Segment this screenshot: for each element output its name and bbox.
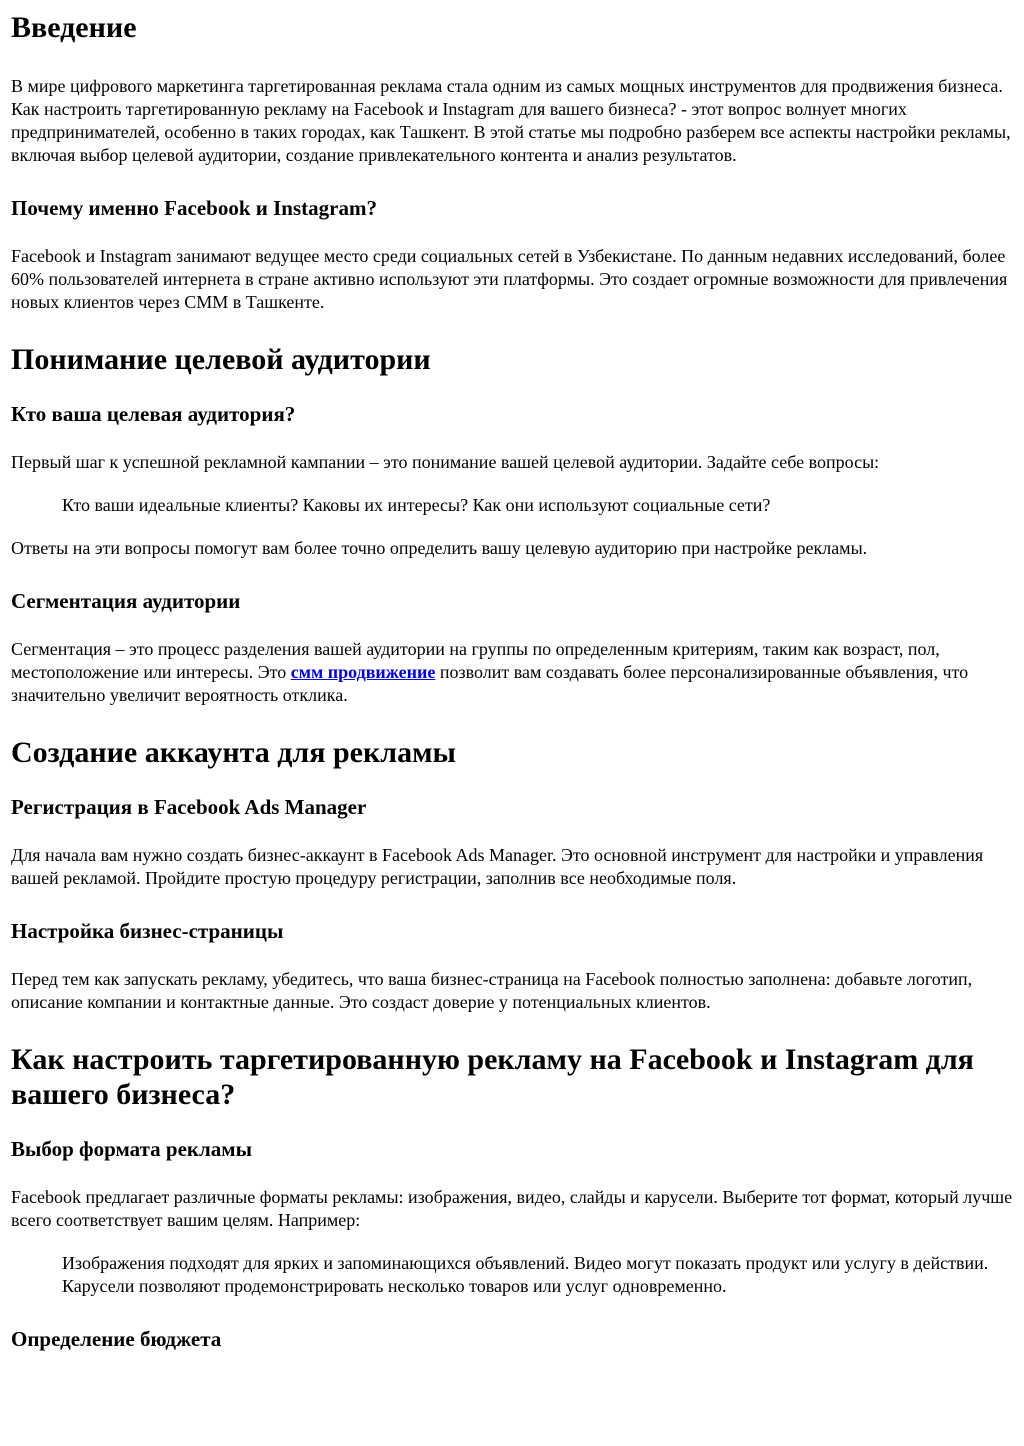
heading-setup-targeting: Как настроить таргетированную рекламу на Facebook и Instagram для вашего бизнеса?	[11, 1043, 974, 1111]
heading-segmentation: Сегментация аудитории	[11, 589, 241, 613]
paragraph-business-page: Перед тем как запускать рекламу, убедитесь, что ваша бизнес-страница на Facebook полностью заполнена: добавьте логотип, описание компании и контактные данные. Это создаст доверие у потенциальных клиентов.	[11, 969, 973, 1012]
quote-audience-questions: Кто ваши идеальные клиенты? Каковы их интересы? Как они используют социальные сети?	[62, 495, 771, 515]
paragraph-intro: В мире цифрового маркетинга таргетированная реклама стала одним из самых мощных инструментов для продвижения бизнеса. Как настроить таргетированную рекламу на Facebook и Instagram для вашего бизнеса? - этот вопрос волнует многих предпринимателей, особенно в таких городах, как Ташкент. В этой статье мы подробно разберем все аспекты настройки рекламы, включая выбор целевой аудитории, создание привлекательного контента и анализ результатов.	[11, 76, 1011, 165]
segmentation-text-before: Сегментация – это процесс разделения вашей аудитории на группы по определенным критериям, таким как возраст, пол, местоположение или интересы. Это	[11, 639, 940, 682]
quote-ad-formats: Изображения подходят для ярких и запоминающихся объявлений. Видео могут показать продукт или услугу в действии. Карусели позволяют продемонстрировать несколько товаров или услуг одновременно.	[62, 1253, 989, 1296]
heading-why-facebook-instagram: Почему именно Facebook и Instagram?	[11, 196, 377, 220]
heading-intro: Введение	[11, 11, 137, 44]
heading-ads-manager-registration: Регистрация в Facebook Ads Manager	[11, 795, 367, 819]
paragraph-ads-manager: Для начала вам нужно создать бизнес-аккаунт в Facebook Ads Manager. Это основной инструмент для настройки и управления вашей рекламой. Пройдите простую процедуру регистрации, заполнив все необходимые поля.	[11, 845, 984, 888]
paragraph-ad-format: Facebook предлагает различные форматы рекламы: изображения, видео, слайды и карусели. Выберите тот формат, который лучше всего соответствует вашим целям. Например:	[11, 1187, 1013, 1230]
paragraph-answers: Ответы на эти вопросы помогут вам более точно определить вашу целевую аудиторию при настройке рекламы.	[11, 538, 868, 558]
paragraph-why-facebook-instagram: Facebook и Instagram занимают ведущее место среди социальных сетей в Узбекистане. По данным недавних исследований, более 60% пользователей интернета в стране активно используют эти платформы. Это создает огромные возможности для привлечения новых клиентов через СММ в Ташкенте.	[11, 246, 1008, 312]
segmentation-text-after: позволит вам создавать более персонализированные объявления, что значительно увеличит вероятность отклика.	[11, 662, 969, 705]
heading-business-page: Настройка бизнес-страницы	[11, 919, 284, 943]
heading-ad-format: Выбор формата рекламы	[11, 1137, 252, 1161]
paragraph-first-step: Первый шаг к успешной рекламной кампании – это понимание вашей целевой аудитории. Задайте себе вопросы:	[11, 452, 880, 472]
heading-budget: Определение бюджета	[11, 1327, 222, 1351]
heading-who-is-audience: Кто ваша целевая аудитория?	[11, 402, 296, 426]
heading-account: Создание аккаунта для рекламы	[11, 736, 456, 769]
smm-promotion-link[interactable]: смм продвижение	[290, 662, 436, 682]
paragraph-segmentation	[11, 638, 1013, 707]
heading-audience: Понимание целевой аудитории	[11, 343, 431, 376]
